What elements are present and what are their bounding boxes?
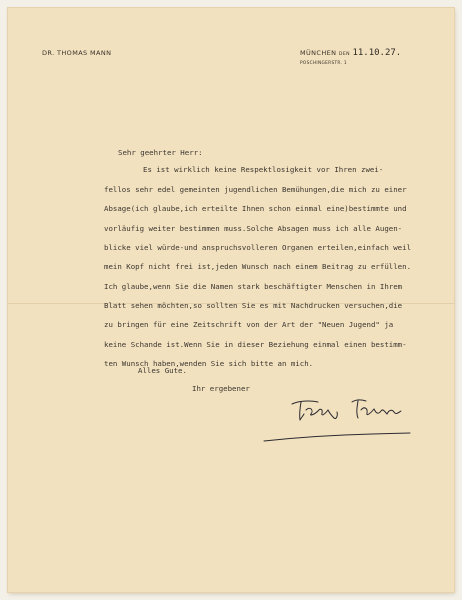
body-line: Es ist wirklich keine Respektlosigkeit vor Ihren zwei- <box>143 165 384 174</box>
salutation: Sehr geehrter Herr: <box>118 148 203 157</box>
signature <box>288 396 408 424</box>
letter-date: 11.10.27. <box>352 48 402 58</box>
body-line: Ich glaube,wenn Sie die Namen stark beschäftigter Menschen in Ihrem <box>104 282 403 291</box>
body-line: vorläufig weiter bestimmen muss.Solche Absagen muss ich alle Augen- <box>104 224 403 233</box>
closing: Alles Gute. <box>138 366 187 375</box>
letter-sheet <box>8 8 454 592</box>
body-line: Blatt sehen möchten,so sollten Sie es mit Nachdrucken versuchen,die <box>104 301 403 310</box>
body-line: ten Wunsch haben,wenden Sie sich bitte an mich. <box>104 359 314 368</box>
letterhead-den: DEN <box>338 52 350 57</box>
body-line: mein Kopf nicht frei ist,jeden Wunsch nach einem Beitrag zu erfüllen. <box>104 262 412 271</box>
body-line: keine Schande ist.Wenn Sie in dieser Beziehung einmal einen bestimm- <box>104 340 407 349</box>
letterhead-street: POSCHINGERSTR. 1 <box>300 61 347 66</box>
letterhead-name: DR. THOMAS MANN <box>42 49 112 57</box>
body-line: fellos sehr edel gemeinten jugendlichen Bemühungen,die mich zu einer <box>104 185 407 194</box>
letter-body <box>104 165 412 368</box>
regards: Ihr ergebener <box>192 384 250 393</box>
letterhead-city: MÜNCHEN <box>300 49 337 57</box>
signature-underline <box>262 430 412 444</box>
body-line: zu bringen für eine Zeitschrift von der Art der "Neuen Jugend" ja <box>104 320 394 329</box>
body-line: blicke viel würde-und anspruchsvolleren Organen erteilen,einfach weil <box>104 243 412 252</box>
letterhead-place <box>300 48 401 58</box>
body-line: Absage(ich glaube,ich erteilte Ihnen schon einmal eine)bestimmte und <box>104 204 407 213</box>
